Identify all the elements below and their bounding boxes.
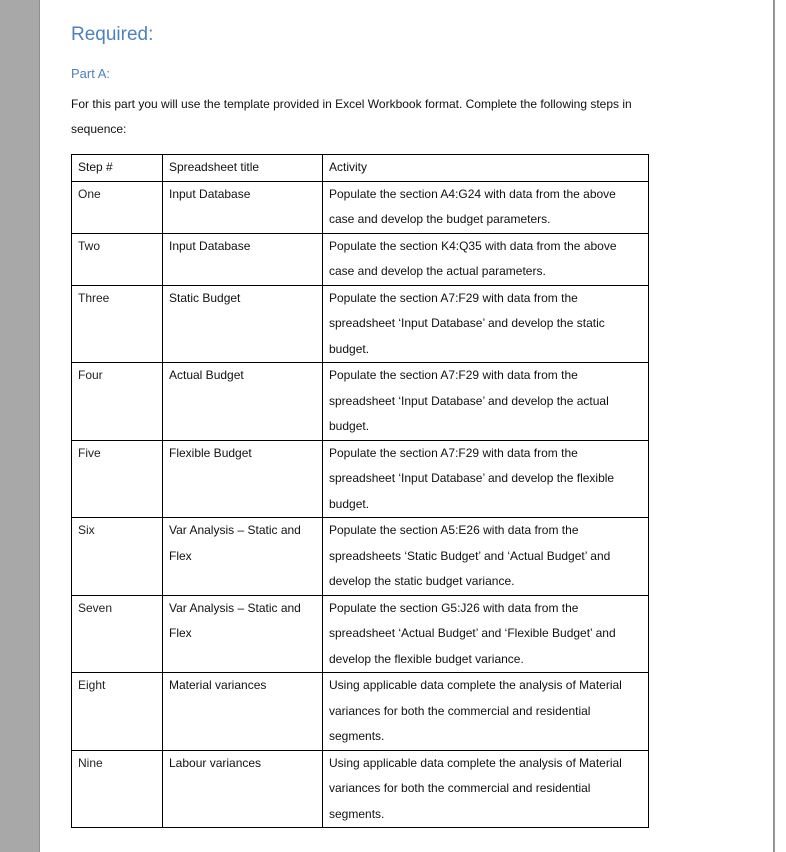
intro-paragraph: For this part you will use the template provided in Excel Workbook format. Complete the following steps in sequence: — [71, 97, 632, 136]
activity-cell: Populate the section K4:Q35 with data from the above case and develop the actual parameters. — [323, 233, 649, 285]
header-activity: Activity — [323, 155, 649, 182]
table-row — [72, 363, 649, 441]
activity-cell: Populate the section A5:E26 with data from the spreadsheets ‘Static Budget’ and ‘Actual Budget’ and develop the static budget variance. — [323, 518, 649, 596]
table-header-row — [72, 155, 649, 182]
table-row — [72, 518, 649, 596]
heading-part-a: Part A: — [71, 66, 111, 81]
activity-cell: Using applicable data complete the analysis of Material variances for both the commercial and residential segments. — [323, 750, 649, 828]
step-cell: Three — [72, 285, 163, 363]
activity-cell: Using applicable data complete the analysis of Material variances for both the commercial and residential segments. — [323, 673, 649, 751]
step-cell: Six — [72, 518, 163, 596]
title-cell: Static Budget — [163, 285, 323, 363]
table-row — [72, 750, 649, 828]
title-cell: Flexible Budget — [163, 440, 323, 518]
table-row — [72, 285, 649, 363]
activity-cell: Populate the section A7:F29 with data from the spreadsheet ‘Input Database’ and develop the static budget. — [323, 285, 649, 363]
title-cell: Var Analysis – Static and Flex — [163, 595, 323, 673]
step-cell: Five — [72, 440, 163, 518]
table-row — [72, 440, 649, 518]
title-cell: Input Database — [163, 233, 323, 285]
activity-cell: Populate the section A4:G24 with data from the above case and develop the budget parameters. — [323, 181, 649, 233]
step-cell: Two — [72, 233, 163, 285]
heading-required: Required: — [71, 24, 154, 45]
step-cell: Nine — [72, 750, 163, 828]
table-row — [72, 595, 649, 673]
step-cell: Four — [72, 363, 163, 441]
title-cell: Labour variances — [163, 750, 323, 828]
activity-cell: Populate the section G5:J26 with data from the spreadsheet ‘Actual Budget’ and ‘Flexible Budget’ and develop the flexible budget variance. — [323, 595, 649, 673]
title-cell: Actual Budget — [163, 363, 323, 441]
activity-cell: Populate the section A7:F29 with data from the spreadsheet ‘Input Database’ and develop the flexible budget. — [323, 440, 649, 518]
steps-table — [71, 154, 649, 828]
table-row — [72, 181, 649, 233]
header-step: Step # — [72, 155, 163, 182]
step-cell: Seven — [72, 595, 163, 673]
title-cell: Var Analysis – Static and Flex — [163, 518, 323, 596]
header-spreadsheet-title: Spreadsheet title — [163, 155, 323, 182]
step-cell: One — [72, 181, 163, 233]
title-cell: Material variances — [163, 673, 323, 751]
step-cell: Eight — [72, 673, 163, 751]
title-cell: Input Database — [163, 181, 323, 233]
table-row — [72, 233, 649, 285]
table-row — [72, 673, 649, 751]
activity-cell: Populate the section A7:F29 with data from the spreadsheet ‘Input Database’ and develop the actual budget. — [323, 363, 649, 441]
right-margin — [774, 0, 786, 852]
